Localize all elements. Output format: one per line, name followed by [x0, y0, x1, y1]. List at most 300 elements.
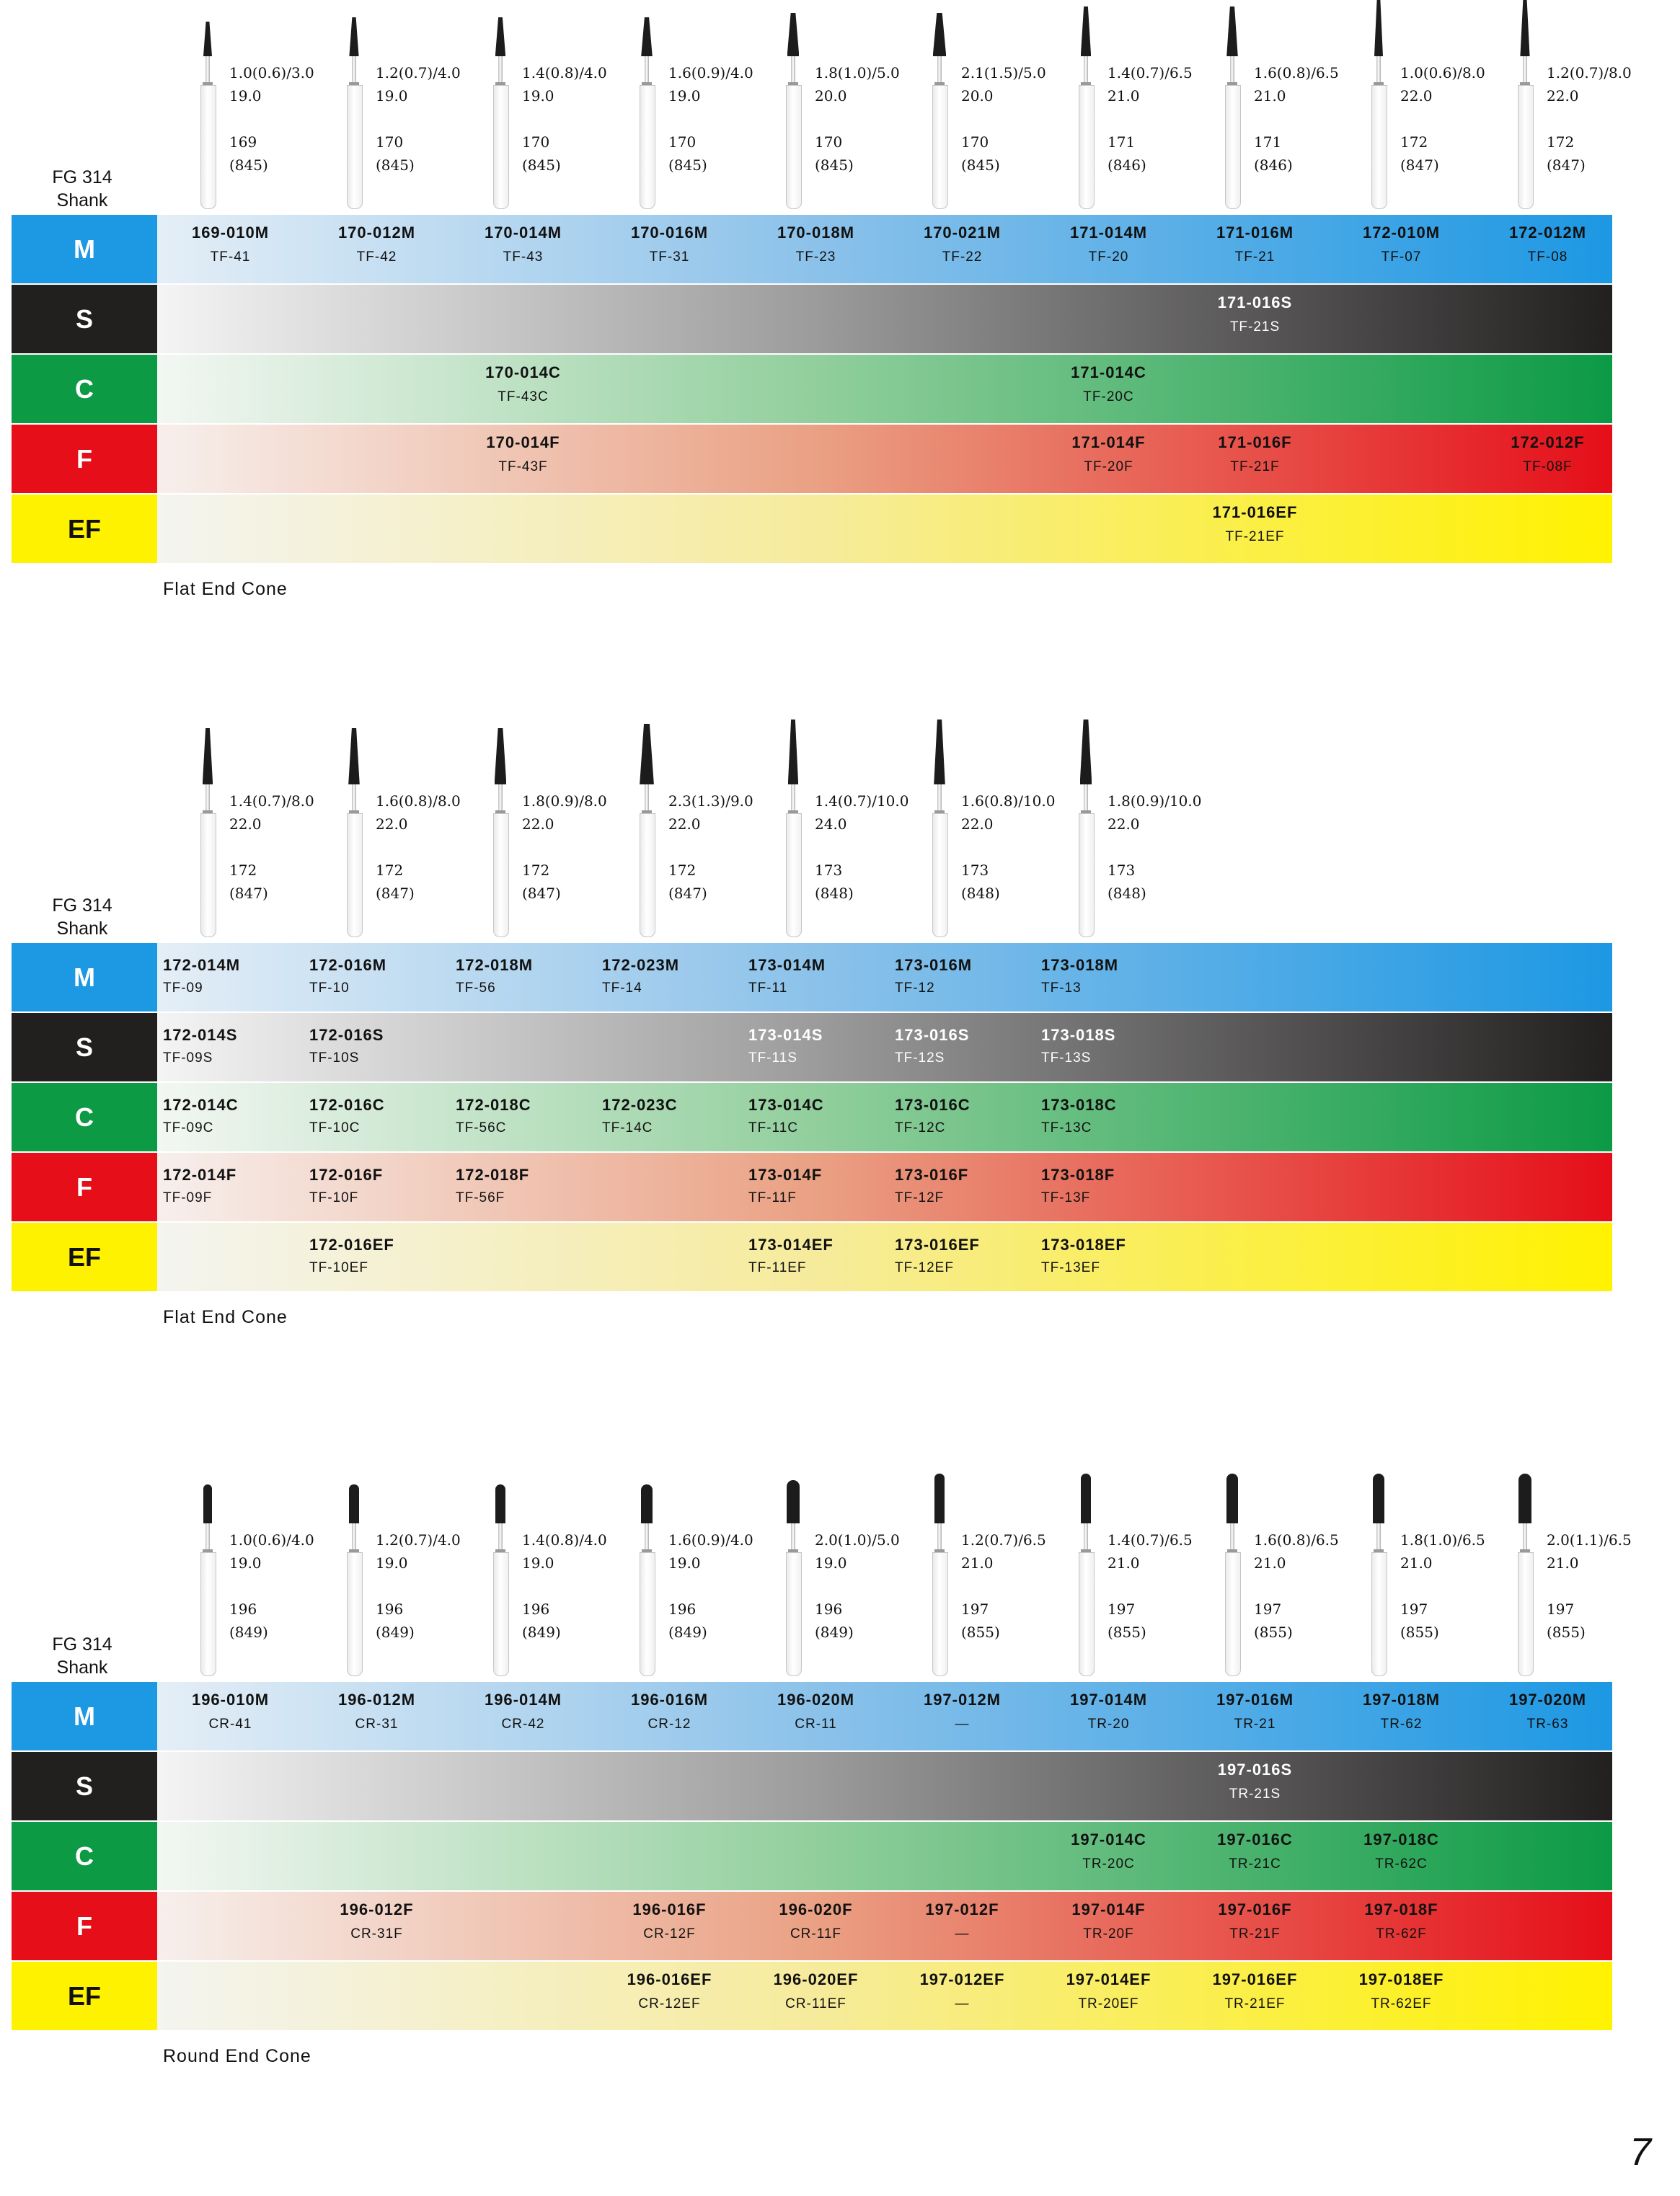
product-ref: TF-10EF: [309, 1260, 368, 1275]
product-cell: [1328, 215, 1475, 283]
bur-size-label: 1.2(0.7)/8.0: [1547, 64, 1632, 81]
bur-length-label: 19.0: [229, 87, 262, 105]
page-number: 7: [1629, 2130, 1651, 2174]
product-ref: TR-62EF: [1371, 1996, 1432, 2011]
bur-neck: [205, 1523, 210, 1552]
product-cell: [743, 1962, 889, 2030]
product-cell: [1182, 1682, 1328, 1750]
bur-neck: [937, 56, 942, 85]
product-code: 173-018M: [1041, 956, 1119, 974]
product-code: 170-016M: [630, 223, 709, 242]
product-cell: [889, 1083, 1035, 1151]
product-code: 172-023C: [602, 1096, 678, 1114]
bur-neck: [498, 56, 503, 85]
bur-ref-label: (848): [961, 885, 1000, 902]
grade-table: [12, 215, 1612, 565]
bur-size-label: 2.1(1.5)/5.0: [961, 64, 1046, 81]
bur-neck: [352, 1523, 356, 1552]
bur-neck: [1084, 56, 1088, 85]
bur-image: [487, 728, 513, 944]
product-ref: CR-11: [795, 1717, 837, 1732]
bur-length-label: 21.0: [1254, 1554, 1286, 1572]
grade-label: C: [12, 1822, 157, 1890]
product-cell: [1035, 1153, 1182, 1221]
bur-iso-label: 172: [522, 862, 550, 879]
bur-head: [641, 1484, 653, 1523]
product-cell: [1035, 355, 1182, 423]
product-code: 172-016M: [309, 956, 387, 974]
bur-ref-label: (847): [376, 885, 415, 902]
bur-size-label: 1.6(0.8)/8.0: [376, 792, 461, 810]
bur-neck: [1230, 1523, 1234, 1552]
bur-neck: [1376, 56, 1381, 85]
bur-head: [348, 728, 360, 784]
bur-neck: [205, 56, 210, 85]
product-code: 173-018F: [1041, 1166, 1115, 1184]
product-cell: [157, 943, 304, 1011]
product-cell: [596, 1682, 743, 1750]
bur-length-label: 21.0: [1254, 87, 1286, 105]
product-ref: CR-31F: [350, 1926, 403, 1942]
grade-band: [157, 1822, 1612, 1890]
grade-label: M: [12, 215, 157, 283]
product-ref: TF-11S: [748, 1050, 797, 1066]
bur-neck: [791, 1523, 795, 1552]
bur-image: [195, 1467, 221, 1683]
product-code: 197-016EF: [1212, 1970, 1298, 1988]
product-cell: [1475, 215, 1621, 283]
product-code: 197-018F: [1364, 1900, 1438, 1918]
bur-ref-label: (849): [229, 1624, 268, 1641]
bur-image: [927, 728, 952, 944]
product-code: 172-018M: [456, 956, 534, 974]
bur-iso-label: 173: [1108, 862, 1136, 879]
grade-band: [157, 495, 1612, 563]
product-code: 170-014C: [485, 363, 561, 381]
bur-shank: [786, 813, 802, 937]
bur-size-label: 1.6(0.8)/6.5: [1254, 1531, 1339, 1549]
grade-row-ef: [12, 495, 1612, 565]
grade-label: C: [12, 355, 157, 423]
product-ref: TF-13F: [1041, 1190, 1091, 1205]
grade-band: [157, 943, 1612, 1011]
product-ref: TF-10C: [309, 1120, 361, 1135]
bur-ref-label: (845): [376, 156, 415, 174]
fg-label: FG 314: [52, 1634, 112, 1655]
bur-length-label: 19.0: [376, 87, 408, 105]
product-ref: TR-20: [1087, 1717, 1130, 1732]
product-ref: TR-20F: [1083, 1926, 1134, 1942]
grade-label: EF: [12, 1962, 157, 2030]
product-ref: —: [955, 1717, 970, 1732]
bur-image: [341, 0, 367, 216]
bur-ref-label: (849): [522, 1624, 561, 1641]
product-ref: TR-62C: [1375, 1856, 1428, 1872]
bur-head: [1080, 720, 1092, 784]
grade-row-f: [12, 1892, 1612, 1962]
product-cell: [450, 215, 596, 283]
bur-image: [1073, 728, 1099, 944]
bur-head: [1226, 6, 1238, 56]
product-ref: TF-43F: [498, 459, 548, 474]
bur-shank: [493, 813, 509, 937]
product-code: 196-020EF: [773, 1970, 859, 1988]
shank-label: Shank: [56, 190, 108, 211]
product-code: 172-018C: [456, 1096, 531, 1114]
product-ref: TF-09F: [163, 1190, 213, 1205]
product-code: 171-016F: [1218, 433, 1292, 451]
grade-row-s: [12, 1752, 1612, 1822]
product-cell: [1035, 1682, 1182, 1750]
product-ref: —: [955, 1996, 970, 2011]
bur-neck: [645, 1523, 649, 1552]
grade-row-ef: [12, 1962, 1612, 2032]
product-cell: [889, 943, 1035, 1011]
bur-ref-label: (849): [376, 1624, 415, 1641]
bur-shank: [200, 813, 216, 937]
grade-band: [157, 355, 1612, 423]
bur-ref-label: (848): [1108, 885, 1146, 902]
product-ref: TF-12S: [895, 1050, 945, 1066]
product-cell: [743, 1153, 889, 1221]
bur-image: [1073, 1467, 1099, 1683]
product-code: 173-014C: [748, 1096, 824, 1114]
product-ref: TF-09C: [163, 1120, 214, 1135]
product-ref: TF-21F: [1230, 459, 1280, 474]
bur-size-label: 1.4(0.7)/6.5: [1108, 1531, 1193, 1549]
bur-image: [927, 1467, 952, 1683]
bur-shank: [493, 1552, 509, 1676]
bur-ref-label: (846): [1254, 156, 1293, 174]
bur-shank: [200, 1552, 216, 1676]
bur-size-label: 1.8(0.9)/10.0: [1108, 792, 1202, 810]
product-cell: [1328, 1682, 1475, 1750]
product-ref: TF-13: [1041, 980, 1082, 996]
grade-label: S: [12, 1013, 157, 1081]
product-cell: [1182, 425, 1328, 493]
product-code: 197-020M: [1508, 1691, 1587, 1709]
bur-length-label: 21.0: [1400, 1554, 1433, 1572]
bur-image: [780, 1467, 806, 1683]
bur-iso-label: 170: [815, 133, 843, 151]
bur-length-label: 22.0: [229, 815, 262, 833]
bur-length-label: 21.0: [961, 1554, 994, 1572]
grade-label: S: [12, 285, 157, 353]
bur-size-label: 1.4(0.8)/4.0: [522, 64, 607, 81]
grade-row-m: [12, 215, 1612, 285]
product-code: 171-016M: [1216, 223, 1294, 242]
bur-shank: [640, 85, 655, 209]
bur-neck: [645, 56, 649, 85]
product-cell: [889, 1223, 1035, 1291]
product-cell: [1035, 1013, 1182, 1081]
product-ref: TF-12F: [895, 1190, 945, 1205]
bur-size-label: 1.4(0.8)/4.0: [522, 1531, 607, 1549]
bur-iso-label: 196: [668, 1600, 697, 1618]
bur-neck: [791, 56, 795, 85]
bur-image: [1512, 1467, 1538, 1683]
bur-shank: [640, 1552, 655, 1676]
bur-iso-label: 172: [1547, 133, 1575, 151]
product-ref: TF-14: [602, 980, 642, 996]
product-cell: [743, 943, 889, 1011]
product-ref: CR-12: [647, 1717, 691, 1732]
product-ref: TF-08: [1527, 249, 1568, 265]
bur-image: [487, 0, 513, 216]
bur-iso-label: 196: [376, 1600, 404, 1618]
bur-iso-label: 173: [961, 862, 989, 879]
product-ref: CR-12F: [643, 1926, 696, 1942]
product-ref: TF-10F: [309, 1190, 359, 1205]
grade-band: [157, 285, 1612, 353]
bur-iso-label: 172: [376, 862, 404, 879]
bur-size-label: 1.6(0.9)/4.0: [668, 64, 753, 81]
bur-shank: [1371, 85, 1387, 209]
product-ref: TF-11F: [748, 1190, 797, 1205]
product-cell: [743, 1892, 889, 1960]
product-ref: TF-12EF: [895, 1260, 954, 1275]
grade-label: C: [12, 1083, 157, 1151]
grade-band: [157, 1682, 1612, 1750]
product-ref: TF-43: [503, 249, 544, 265]
bur-ref-label: (855): [1547, 1624, 1586, 1641]
bur-head: [203, 22, 212, 56]
product-code: 169-010M: [191, 223, 270, 242]
product-cell: [1035, 1892, 1182, 1960]
product-code: 197-016F: [1218, 1900, 1292, 1918]
product-cell: [1182, 285, 1328, 353]
bur-shank: [786, 85, 802, 209]
grade-label: M: [12, 943, 157, 1011]
bur-iso-label: 172: [668, 862, 697, 879]
bur-size-label: 1.2(0.7)/4.0: [376, 64, 461, 81]
bur-ref-label: (845): [668, 156, 707, 174]
product-cell: [889, 1682, 1035, 1750]
product-code: 172-018F: [456, 1166, 530, 1184]
product-ref: TF-13EF: [1041, 1260, 1100, 1275]
product-code: 173-016S: [895, 1026, 970, 1044]
product-code: 196-016EF: [627, 1970, 712, 1988]
bur-image: [634, 1467, 660, 1683]
bur-iso-label: 171: [1108, 133, 1136, 151]
product-ref: TF-13C: [1041, 1120, 1092, 1135]
product-ref: TF-56: [456, 980, 496, 996]
product-code: 172-014F: [163, 1166, 237, 1184]
product-code: 172-016EF: [309, 1236, 394, 1254]
product-cell: [450, 355, 596, 423]
product-code: 170-018M: [777, 223, 855, 242]
bur-ref-label: (855): [1108, 1624, 1146, 1641]
product-cell: [1035, 215, 1182, 283]
bur-iso-label: 169: [229, 133, 257, 151]
product-cell: [1035, 425, 1182, 493]
bur-length-label: 22.0: [376, 815, 408, 833]
bur-ref-label: (855): [1254, 1624, 1293, 1641]
product-ref: TF-21S: [1229, 319, 1281, 335]
bur-length-label: 22.0: [1400, 87, 1433, 105]
fg-label: FG 314: [52, 167, 112, 187]
grade-row-ef: [12, 1223, 1612, 1293]
bur-head: [787, 1480, 800, 1523]
product-code: 170-021M: [923, 223, 1002, 242]
product-ref: TR-21C: [1229, 1856, 1281, 1872]
bur-length-label: 19.0: [522, 87, 554, 105]
product-ref: TF-56C: [456, 1120, 507, 1135]
product-code: 171-014F: [1071, 433, 1146, 451]
product-cell: [304, 215, 450, 283]
bur-neck: [937, 1523, 942, 1552]
grade-band: [157, 1153, 1612, 1221]
product-ref: —: [955, 1926, 970, 1942]
product-cell: [304, 1223, 450, 1291]
product-ref: TF-14C: [602, 1120, 653, 1135]
product-cell: [450, 1153, 596, 1221]
product-cell: [1035, 943, 1182, 1011]
product-code: 173-018EF: [1041, 1236, 1126, 1254]
product-code: 172-016S: [309, 1026, 384, 1044]
product-ref: TF-22: [942, 249, 983, 265]
product-code: 171-016EF: [1212, 503, 1298, 521]
grade-band: [157, 1013, 1612, 1081]
bur-length-label: 20.0: [961, 87, 994, 105]
product-code: 173-016F: [895, 1166, 969, 1184]
product-code: 172-010M: [1362, 223, 1441, 242]
grade-row-c: [12, 1083, 1612, 1153]
product-code: 196-012M: [337, 1691, 416, 1709]
bur-shank: [1225, 85, 1241, 209]
product-code: 173-014F: [748, 1166, 823, 1184]
bur-image: [1366, 1467, 1392, 1683]
product-cell: [157, 1153, 304, 1221]
grade-table: [12, 943, 1612, 1293]
bur-neck: [352, 56, 356, 85]
product-cell: [157, 1682, 304, 1750]
bur-size-label: 2.0(1.1)/6.5: [1547, 1531, 1632, 1549]
product-cell: [596, 1083, 743, 1151]
bur-image: [1366, 0, 1392, 216]
bur-length-label: 21.0: [1108, 1554, 1140, 1572]
grade-label: F: [12, 1153, 157, 1221]
product-code: 173-014EF: [748, 1236, 834, 1254]
bur-ref-label: (847): [668, 885, 707, 902]
bur-shank: [932, 1552, 948, 1676]
product-cell: [450, 943, 596, 1011]
product-cell: [1182, 1892, 1328, 1960]
grade-row-f: [12, 1153, 1612, 1223]
bur-section: [0, 1467, 1680, 2116]
product-cell: [743, 1083, 889, 1151]
bur-image: [634, 0, 660, 216]
bur-head: [349, 17, 358, 56]
bur-image: [195, 728, 221, 944]
product-code: 196-016F: [632, 1900, 707, 1918]
bur-head: [495, 1484, 505, 1523]
bur-ref-label: (847): [1547, 156, 1586, 174]
bur-image: [1219, 0, 1245, 216]
product-cell: [596, 943, 743, 1011]
shape-caption: Round End Cone: [163, 2046, 311, 2066]
bur-neck: [352, 784, 356, 813]
bur-shank: [1225, 1552, 1241, 1676]
bur-length-label: 19.0: [522, 1554, 554, 1572]
product-code: 171-014C: [1071, 363, 1146, 381]
product-code: 197-012EF: [919, 1970, 1005, 1988]
product-code: 197-012F: [925, 1900, 999, 1918]
bur-size-label: 1.6(0.8)/10.0: [961, 792, 1056, 810]
shape-caption: Flat End Cone: [163, 579, 288, 599]
bur-iso-label: 172: [229, 862, 257, 879]
product-cell: [450, 1083, 596, 1151]
product-code: 173-018C: [1041, 1096, 1117, 1114]
bur-shank: [640, 813, 655, 937]
product-ref: TF-07: [1381, 249, 1422, 265]
bur-length-label: 19.0: [376, 1554, 408, 1572]
bur-head: [349, 1484, 358, 1523]
bur-head: [1226, 1474, 1238, 1523]
bur-ref-label: (849): [668, 1624, 707, 1641]
grade-band: [157, 1752, 1612, 1820]
bur-image: [341, 728, 367, 944]
product-code: 170-012M: [337, 223, 416, 242]
product-ref: TF-09S: [163, 1050, 213, 1066]
product-code: 196-012F: [340, 1900, 414, 1918]
product-cell: [1328, 1962, 1475, 2030]
bur-head: [934, 1474, 944, 1523]
bur-size-label: 1.4(0.7)/10.0: [815, 792, 909, 810]
bur-shank: [1079, 813, 1095, 937]
bur-iso-label: 197: [1547, 1600, 1575, 1618]
bur-size-label: 1.2(0.7)/4.0: [376, 1531, 461, 1549]
product-cell: [889, 1013, 1035, 1081]
product-ref: TF-56F: [456, 1190, 505, 1205]
product-cell: [1475, 425, 1621, 493]
bur-size-label: 2.3(1.3)/9.0: [668, 792, 753, 810]
fg-label: FG 314: [52, 895, 112, 916]
bur-size-label: 1.8(0.9)/8.0: [522, 792, 607, 810]
product-ref: TF-31: [649, 249, 690, 265]
product-code: 197-014EF: [1066, 1970, 1151, 1988]
product-cell: [304, 1682, 450, 1750]
bur-neck: [937, 784, 942, 813]
grade-band: [157, 425, 1612, 493]
bur-shank: [493, 85, 509, 209]
bur-neck: [1084, 1523, 1088, 1552]
bur-image: [780, 728, 806, 944]
product-cell: [1035, 1822, 1182, 1890]
product-ref: TR-20EF: [1078, 1996, 1139, 2011]
product-cell: [889, 1962, 1035, 2030]
bur-size-label: 1.8(1.0)/6.5: [1400, 1531, 1485, 1549]
bur-head: [1520, 0, 1529, 56]
product-cell: [743, 215, 889, 283]
bur-shank: [932, 813, 948, 937]
product-cell: [1182, 1822, 1328, 1890]
bur-iso-label: 170: [376, 133, 404, 151]
product-ref: TF-13S: [1041, 1050, 1092, 1066]
product-ref: TR-21F: [1229, 1926, 1281, 1942]
product-code: 196-016M: [630, 1691, 709, 1709]
bur-neck: [498, 1523, 503, 1552]
shank-label: Shank: [56, 1657, 108, 1678]
bur-length-label: 24.0: [815, 815, 847, 833]
product-cell: [304, 1892, 450, 1960]
bur-size-label: 2.0(1.0)/5.0: [815, 1531, 900, 1549]
product-code: 197-012M: [923, 1691, 1002, 1709]
product-cell: [1328, 1822, 1475, 1890]
product-cell: [1182, 1962, 1328, 2030]
grade-label: EF: [12, 495, 157, 563]
product-cell: [889, 1892, 1035, 1960]
